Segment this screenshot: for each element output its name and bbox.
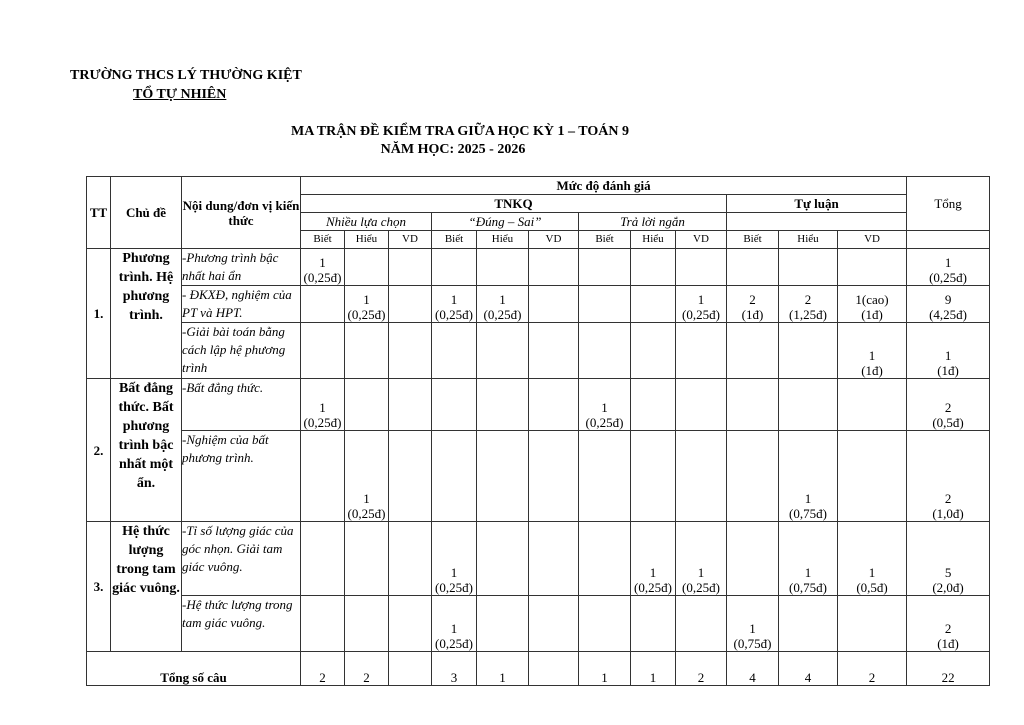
footer-cell: 1 (477, 652, 529, 686)
matrix-cell (301, 522, 345, 596)
matrix-cell (631, 379, 676, 431)
cell-value: 1 (0,25đ) (634, 565, 672, 595)
footer-cell: 2 (301, 652, 345, 686)
cell-value: 1 (1đ) (861, 348, 883, 378)
footer-cell (529, 652, 579, 686)
matrix-cell (345, 379, 389, 431)
cell-value: 1 (0,25đ) (682, 292, 720, 322)
matrix-cell (345, 522, 389, 596)
level-header: VD (529, 231, 579, 249)
level-header: Biết (727, 231, 779, 249)
header-short-answer: Trả lời ngắn (579, 213, 727, 231)
cell-value: 2 (1,25đ) (789, 292, 827, 322)
topic-name: Hệ thức lượng trong tam giác vuông. (111, 522, 182, 652)
matrix-cell (631, 249, 676, 286)
cell-value: 1 (0,25đ) (435, 565, 473, 595)
row-total (907, 249, 990, 286)
matrix-cell (389, 522, 432, 596)
footer-cell: 2 (676, 652, 727, 686)
matrix-cell (529, 323, 579, 379)
row-total-value: 2 (0,5đ) (932, 400, 964, 430)
matrix-cell (477, 379, 529, 431)
matrix-cell (779, 596, 838, 652)
matrix-cell (727, 323, 779, 379)
header-topic: Chủ đề (111, 177, 182, 249)
matrix-cell (838, 249, 907, 286)
matrix-cell (579, 323, 631, 379)
content-item: -Tỉ số lượng giác của góc nhọn. Giải tam giác vuông. (182, 522, 301, 596)
matrix-cell (389, 286, 432, 323)
cell-value: 1 (0,75đ) (789, 565, 827, 595)
matrix-cell (579, 596, 631, 652)
matrix-cell (727, 596, 779, 652)
cell-value: 2 (1đ) (741, 292, 764, 322)
row-total (907, 522, 990, 596)
cell-value: 1 (0,25đ) (435, 292, 473, 322)
matrix-cell (579, 379, 631, 431)
matrix-cell (345, 596, 389, 652)
cell-value: 1 (0,25đ) (303, 400, 342, 430)
row-total-value: 1 (1đ) (937, 348, 959, 378)
cell-value: 1 (0,75đ) (733, 621, 772, 651)
matrix-cell (301, 286, 345, 323)
school-year: NĂM HỌC: 2025 - 2026 (380, 142, 526, 157)
footer-cell: 1 (579, 652, 631, 686)
matrix-cell (779, 249, 838, 286)
matrix-cell (529, 286, 579, 323)
footer-cell: 2 (345, 652, 389, 686)
matrix-cell (477, 286, 529, 323)
matrix-cell (345, 249, 389, 286)
matrix-row (87, 522, 990, 596)
header-content: Nội dung/đơn vị kiến thức (182, 177, 301, 249)
matrix-cell (779, 323, 838, 379)
header-essay: Tự luận (727, 195, 907, 213)
cell-value: 1 (0,25đ) (303, 255, 342, 285)
matrix-cell (529, 522, 579, 596)
matrix-cell (676, 249, 727, 286)
document-title: MA TRẬN ĐỀ KIỂM TRA GIỮA HỌC KỲ 1 – TOÁN 9 (291, 124, 629, 139)
matrix-cell (432, 286, 477, 323)
level-header: Biết (301, 231, 345, 249)
cell-value: 1 (0,25đ) (483, 292, 522, 322)
content-item: -Giải bài toán bằng cách lập hệ phương trình (182, 323, 301, 379)
matrix-cell (301, 596, 345, 652)
matrix-cell (389, 596, 432, 652)
row-total-value: 2 (1,0đ) (932, 491, 964, 521)
level-header-total-blank (907, 231, 990, 249)
matrix-cell (579, 431, 631, 522)
cell-value: 1 (0,25đ) (347, 491, 386, 521)
matrix-cell (432, 379, 477, 431)
matrix-cell (432, 431, 477, 522)
header-multiple-choice: Nhiều lựa chọn (301, 213, 432, 231)
footer-cell: 2 (838, 652, 907, 686)
matrix-cell (631, 286, 676, 323)
matrix-row (87, 379, 990, 431)
matrix-cell (676, 323, 727, 379)
cell-value: 1(cao) (1đ) (855, 292, 889, 322)
matrix-cell (301, 323, 345, 379)
level-header: VD (389, 231, 432, 249)
matrix-cell (631, 431, 676, 522)
header-true-false: “Đúng – Sai” (432, 213, 579, 231)
matrix-cell (579, 522, 631, 596)
matrix-cell (477, 522, 529, 596)
cell-value: 1 (0,25đ) (347, 292, 386, 322)
matrix-cell (432, 323, 477, 379)
matrix-row (87, 286, 990, 323)
matrix-cell (779, 522, 838, 596)
matrix-cell (579, 249, 631, 286)
content-item: -Phương trình bậc nhất hai ẩn (182, 249, 301, 286)
footer-cell: 3 (432, 652, 477, 686)
matrix-cell (529, 596, 579, 652)
matrix-cell (389, 379, 432, 431)
matrix-cell (301, 431, 345, 522)
matrix-cell (676, 286, 727, 323)
matrix-cell (838, 522, 907, 596)
content-item: - ĐKXĐ, nghiệm của PT và HPT. (182, 286, 301, 323)
footer-cell (389, 652, 432, 686)
matrix-row (87, 596, 990, 652)
assessment-matrix-table (86, 176, 990, 686)
footer-cell: 4 (779, 652, 838, 686)
matrix-cell (529, 249, 579, 286)
matrix-cell (838, 431, 907, 522)
matrix-cell (432, 249, 477, 286)
matrix-cell (727, 379, 779, 431)
matrix-cell (389, 249, 432, 286)
row-total-value: 2 (1đ) (937, 621, 959, 651)
matrix-cell (345, 431, 389, 522)
matrix-cell (676, 522, 727, 596)
matrix-cell (477, 323, 529, 379)
department-name: TỔ TỰ NHIÊN (133, 87, 227, 102)
matrix-cell (838, 323, 907, 379)
matrix-cell (838, 286, 907, 323)
matrix-cell (631, 596, 676, 652)
matrix-cell (631, 323, 676, 379)
header-total: Tổng (907, 177, 990, 231)
matrix-cell (345, 323, 389, 379)
cell-value: 1 (0,25đ) (585, 400, 624, 430)
row-total (907, 286, 990, 323)
footer-total: 22 (907, 652, 990, 686)
matrix-cell (838, 379, 907, 431)
matrix-cell (529, 379, 579, 431)
matrix-row (87, 323, 990, 379)
topic-name: Phương trình. Hệ phương trình. (111, 249, 182, 379)
matrix-cell (676, 431, 727, 522)
footer-row (87, 652, 990, 686)
matrix-cell (579, 286, 631, 323)
cell-value: 1 (0,25đ) (682, 565, 720, 595)
matrix-cell (389, 323, 432, 379)
row-total (907, 323, 990, 379)
header-tt: TT (87, 177, 111, 249)
content-item: -Nghiệm của bất phương trình. (182, 431, 301, 522)
level-header: VD (676, 231, 727, 249)
matrix-cell (389, 431, 432, 522)
content-item: -Bất đẳng thức. (182, 379, 301, 431)
matrix-cell (301, 249, 345, 286)
cell-value: 1 (0,5đ) (856, 565, 888, 595)
level-header: Hiểu (477, 231, 529, 249)
matrix-cell (529, 431, 579, 522)
row-total-value: 9 (4,25đ) (929, 292, 968, 322)
matrix-cell (727, 431, 779, 522)
level-header: Biết (432, 231, 477, 249)
header-assessment-level: Mức độ đánh giá (301, 177, 907, 195)
header-essay-blank (727, 213, 907, 231)
level-header: Biết (579, 231, 631, 249)
topic-number: 1. (87, 249, 111, 379)
header-tnkq: TNKQ (301, 195, 727, 213)
matrix-row (87, 431, 990, 522)
matrix-cell (432, 522, 477, 596)
footer-cell: 4 (727, 652, 779, 686)
topic-number: 2. (87, 379, 111, 522)
matrix-cell (432, 596, 477, 652)
matrix-cell (779, 431, 838, 522)
cell-value: 1 (0,25đ) (435, 621, 473, 651)
matrix-cell (345, 286, 389, 323)
matrix-cell (477, 596, 529, 652)
matrix-cell (779, 379, 838, 431)
topic-number: 3. (87, 522, 111, 652)
level-header: VD (838, 231, 907, 249)
topic-name: Bất đẳng thức. Bất phương trình bậc nhất một ẩn. (111, 379, 182, 522)
row-total (907, 596, 990, 652)
row-total (907, 379, 990, 431)
level-header: Hiểu (631, 231, 676, 249)
matrix-cell (727, 286, 779, 323)
matrix-cell (676, 596, 727, 652)
matrix-cell (631, 522, 676, 596)
footer-label: Tổng số câu (87, 652, 301, 686)
matrix-row (87, 249, 990, 286)
matrix-cell (727, 249, 779, 286)
matrix-cell (838, 596, 907, 652)
row-total-value: 1 (0,25đ) (929, 255, 968, 285)
row-total (907, 431, 990, 522)
matrix-cell (477, 431, 529, 522)
school-name: TRƯỜNG THCS LÝ THƯỜNG KIỆT (70, 68, 302, 83)
content-item: -Hệ thức lượng trong tam giác vuông. (182, 596, 301, 652)
matrix-cell (779, 286, 838, 323)
matrix-cell (727, 522, 779, 596)
level-header: Hiểu (345, 231, 389, 249)
matrix-cell (676, 379, 727, 431)
row-total-value: 5 (2,0đ) (932, 565, 964, 595)
level-header: Hiểu (779, 231, 838, 249)
matrix-cell (301, 379, 345, 431)
matrix-cell (477, 249, 529, 286)
footer-cell: 1 (631, 652, 676, 686)
cell-value: 1 (0,75đ) (789, 491, 827, 521)
